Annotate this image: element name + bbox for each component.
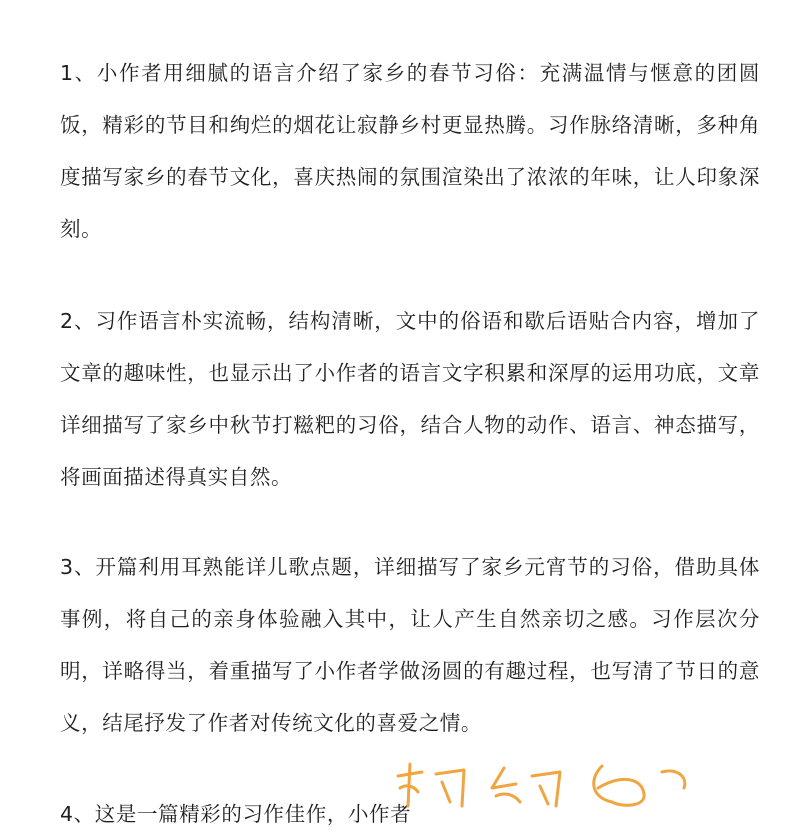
comment-paragraph-3: 3、开篇利用耳熟能详儿歌点题，详细描写了家乡元宵节的习俗，借助具体事例，将自己的亲身体验融入其中，让人产生自然亲切之感。习作层次分明，详略得当，着重描写了小作者学做汤圆的有趣过程，也写清了节日的意义，结尾抒发了作者对传统文化的喜爱之情。 xyxy=(60,555,760,735)
comment-paragraph-4: 4、这是一篇精彩的习作佳作，小作者 xyxy=(60,802,412,826)
handwritten-watermark xyxy=(392,758,692,808)
handwritten-watermark-icon xyxy=(392,758,692,808)
comment-paragraph-1: 1、小作者用细腻的语言介绍了家乡的春节习俗：充满温情与惬意的团圆饭，精彩的节目和绚烂的烟花让寂静乡村更显热腾。习作脉络清晰，多种角度描写家乡的春节文化，喜庆热闹的氛围渲染出了浓浓的年味，让人印象深刻。 xyxy=(60,61,760,241)
comment-paragraph-2: 2、习作语言朴实流畅，结构清晰，文中的俗语和歇后语贴合内容，增加了文章的趣味性，也显示出了小作者的语言文字积累和深厚的运用功底，文章详细描写了家乡中秋节打糍粑的习俗，结合人物的动作、语言、神态描写，将画面描述得真实自然。 xyxy=(60,309,760,489)
